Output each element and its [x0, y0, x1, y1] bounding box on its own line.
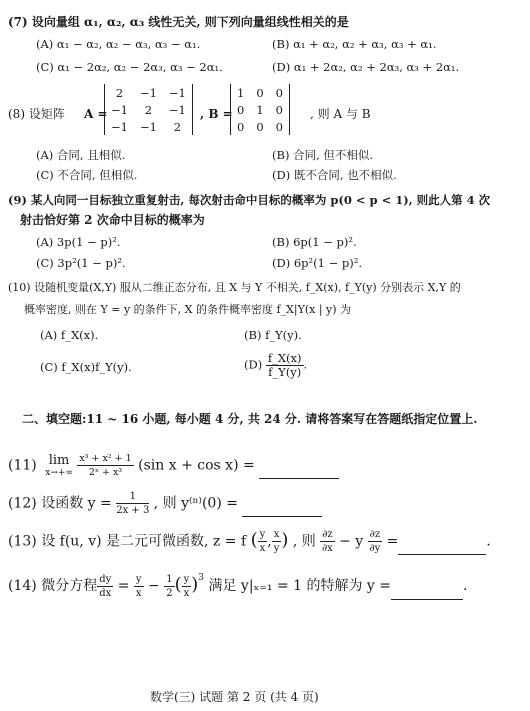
- q11-label: (11): [8, 457, 37, 474]
- matrix-cell: 0: [275, 85, 283, 100]
- q8-stem-prefix: (8) 设矩阵: [8, 107, 65, 121]
- q14: [8, 568, 467, 600]
- q13-label: (13): [8, 533, 37, 550]
- q13-d1-num: ∂z: [322, 529, 333, 540]
- q10-option-b: (B) f_Y(y).: [244, 328, 302, 342]
- q13-fraction-1: [258, 528, 268, 555]
- matrix-cell: 2: [173, 119, 182, 134]
- q13-d1-den: ∂x: [322, 543, 333, 554]
- q13-end: .: [486, 533, 491, 550]
- q7-option-a: (A) α₁ − α₂, α₂ − α₃, α₃ − α₁.: [36, 37, 201, 51]
- matrix-cell: −1: [168, 102, 186, 117]
- q11: [8, 452, 339, 479]
- q11-denominator: 2ˣ + x³: [88, 467, 123, 478]
- matrix-cell: 0: [275, 102, 283, 117]
- q11-fraction: [77, 452, 133, 479]
- q10-d-denominator: f_Y(y): [268, 365, 302, 379]
- page-footer: 数学(三) 试题 第 2 页 (共 4 页): [150, 690, 319, 704]
- q10-option-d-fraction: [266, 352, 304, 379]
- q11-numerator: x³ + x² + 1: [79, 453, 132, 464]
- q12-numerator: 1: [116, 490, 149, 504]
- q13-f2-num: x: [273, 529, 280, 540]
- matrix-cell: 0: [256, 85, 264, 100]
- matrix-cell: −1: [139, 85, 157, 100]
- q14-cube: 3: [198, 573, 205, 583]
- q14-eq: =: [117, 578, 130, 594]
- q8-option-a: (A) 合同, 且相似.: [36, 148, 126, 162]
- q11-answer-blank: [259, 464, 339, 479]
- q14-close-paren: ): [191, 574, 199, 595]
- q14-f1-num: y: [135, 573, 142, 585]
- q10-option-d-suffix: .: [303, 357, 308, 372]
- q12-label: (12): [8, 495, 37, 512]
- matrix-cell: 2: [115, 85, 124, 100]
- q13-partial-y: [368, 528, 382, 555]
- q8-matrix-a-label: A =: [84, 107, 108, 121]
- q14-text1: 微分方程: [41, 578, 98, 594]
- q9-option-d: (D) 6p²(1 − p)².: [272, 256, 363, 270]
- q10-option-d: [244, 352, 307, 379]
- q10-d-numerator: f_X(x): [267, 351, 302, 365]
- q14-open-paren: (: [174, 574, 182, 595]
- matrix-cell: −1: [139, 119, 157, 134]
- q13-open-paren: (: [250, 529, 258, 551]
- q14-dy: dy: [99, 573, 112, 585]
- q7-stem: (7) 设向量组 α₁, α₂, α₃ 线性无关, 则下列向量组线性相关的是: [8, 15, 349, 29]
- q14-dx: dx: [99, 587, 112, 599]
- q9-option-c: (C) 3p²(1 − p)².: [36, 256, 126, 270]
- q12-text1: 设函数 y =: [41, 495, 112, 512]
- matrix-cell: −1: [111, 119, 128, 134]
- q9-stem-line1: (9) 某人向同一目标独立重复射击, 每次射击命中目标的概率为 p(0 < p < 1), 则此人第 4 次: [8, 193, 491, 207]
- q12: [8, 490, 322, 517]
- q8-matrix-b-label: , B =: [200, 107, 233, 121]
- q13-d2-num: ∂z: [369, 529, 381, 540]
- matrix-cell: −1: [111, 102, 128, 117]
- q7-option-d: (D) α₁ + 2α₂, α₂ + 2α₃, α₃ + 2α₁.: [272, 60, 460, 74]
- q10-stem-line2: 概率密度, 则在 Y = y 的条件下, X 的条件概率密度 f_X|Y(x | y) 为: [24, 303, 352, 316]
- q11-lim-word: lim: [48, 452, 70, 468]
- q13-text1: 设 f(u, v) 是二元可微函数, z = f: [41, 533, 247, 550]
- q7-option-c: (C) α₁ − 2α₂, α₂ − 2α₃, α₃ − 2α₁.: [36, 60, 223, 74]
- q14-f2-den: 2: [166, 587, 173, 599]
- matrix-cell: 0: [275, 119, 283, 134]
- q14-dy-dx: [97, 573, 113, 600]
- q13-mid: − y: [339, 533, 364, 550]
- q14-f3-num: y: [183, 573, 190, 585]
- q12-fraction: [116, 490, 149, 517]
- q13-equals: =: [386, 533, 399, 550]
- q13-fraction-2: [272, 528, 282, 555]
- q13-f2-den: y: [273, 543, 280, 554]
- q13-f1-num: y: [259, 529, 266, 540]
- q13-f1-den: x: [259, 543, 266, 554]
- q14-f3-den: x: [183, 587, 190, 599]
- q7-option-b: (B) α₁ + α₂, α₂ + α₃, α₃ + α₁.: [272, 37, 437, 51]
- matrix-cell: 1: [256, 102, 264, 117]
- matrix-cell: 2: [144, 102, 153, 117]
- q8-option-b: (B) 合同, 但不相似.: [272, 148, 374, 162]
- q14-half: [164, 573, 174, 600]
- q13-d2-den: ∂y: [369, 543, 381, 554]
- matrix-cell: 0: [256, 119, 264, 134]
- q14-answer-blank: [391, 585, 463, 600]
- q8-option-c: (C) 不合同, 但相似.: [36, 168, 138, 182]
- q11-lim-subscript: x→+∞: [45, 467, 73, 478]
- matrix-cell: 1: [237, 85, 245, 100]
- q11-tail: (sin x + cos x) =: [138, 457, 255, 474]
- q12-denominator: 2x + 3: [116, 505, 150, 516]
- q14-end: .: [463, 578, 468, 594]
- q10-option-c: (C) f_X(x)f_Y(y).: [40, 360, 132, 374]
- section-two-heading: 二、填空题:11 ~ 16 小题, 每小题 4 分, 共 24 分. 请将答案写在答题纸指定位置上.: [22, 412, 478, 426]
- q14-label: (14): [8, 578, 37, 594]
- q13: (13) 设 f(u, v) 是二元可微函数, z = f ( $\frac{y}{x}$ , $\frac{x}{y}$ ) , 则 $\frac{\partial z}{\partial x}$ − y $\frac{\partial z}{\partial y}$ = .: [8, 529, 491, 554]
- q10-stem-line1: (10) 设随机变量(X,Y) 服从二维正态分布, 且 X 与 Y 不相关, f_X(x), f_Y(y) 分别表示 X,Y 的: [8, 281, 461, 294]
- q13-close-paren: ): [281, 529, 289, 551]
- matrix-cell: 0: [237, 102, 245, 117]
- matrix-cell: 0: [237, 119, 245, 134]
- q14-text2: 满足 y|ₓ₌₁ = 1 的特解为 y =: [208, 578, 392, 594]
- q8-matrix-b: [230, 84, 290, 135]
- q14-f2-num: 1: [166, 573, 173, 585]
- q13-answer-blank: [398, 540, 486, 555]
- q8-matrix-a: [104, 84, 193, 135]
- q10-option-d-prefix: (D): [244, 357, 263, 372]
- q14-f1-den: x: [135, 587, 142, 599]
- q12-text2: , 则 y⁽ⁿ⁾(0) =: [153, 495, 238, 512]
- q11-limit: [45, 454, 73, 478]
- q14-minus: −: [148, 578, 160, 594]
- q14-y-over-x: [134, 573, 144, 600]
- q8-option-d: (D) 既不合同, 也不相似.: [272, 168, 397, 182]
- q14-y-over-x-cubed: [182, 573, 192, 600]
- matrix-cell: −1: [168, 85, 186, 100]
- q12-answer-blank: [242, 502, 322, 517]
- q13-text2: , 则: [292, 533, 316, 550]
- q8-stem-suffix: , 则 A 与 B: [310, 107, 371, 121]
- q9-option-a: (A) 3p(1 − p)².: [36, 235, 121, 249]
- q13-partial-x: [320, 528, 334, 555]
- q9-stem-line2: 射击恰好第 2 次命中目标的概率为: [20, 213, 205, 227]
- q9-option-b: (B) 6p(1 − p)².: [272, 235, 357, 249]
- q10-option-a: (A) f_X(x).: [40, 328, 99, 342]
